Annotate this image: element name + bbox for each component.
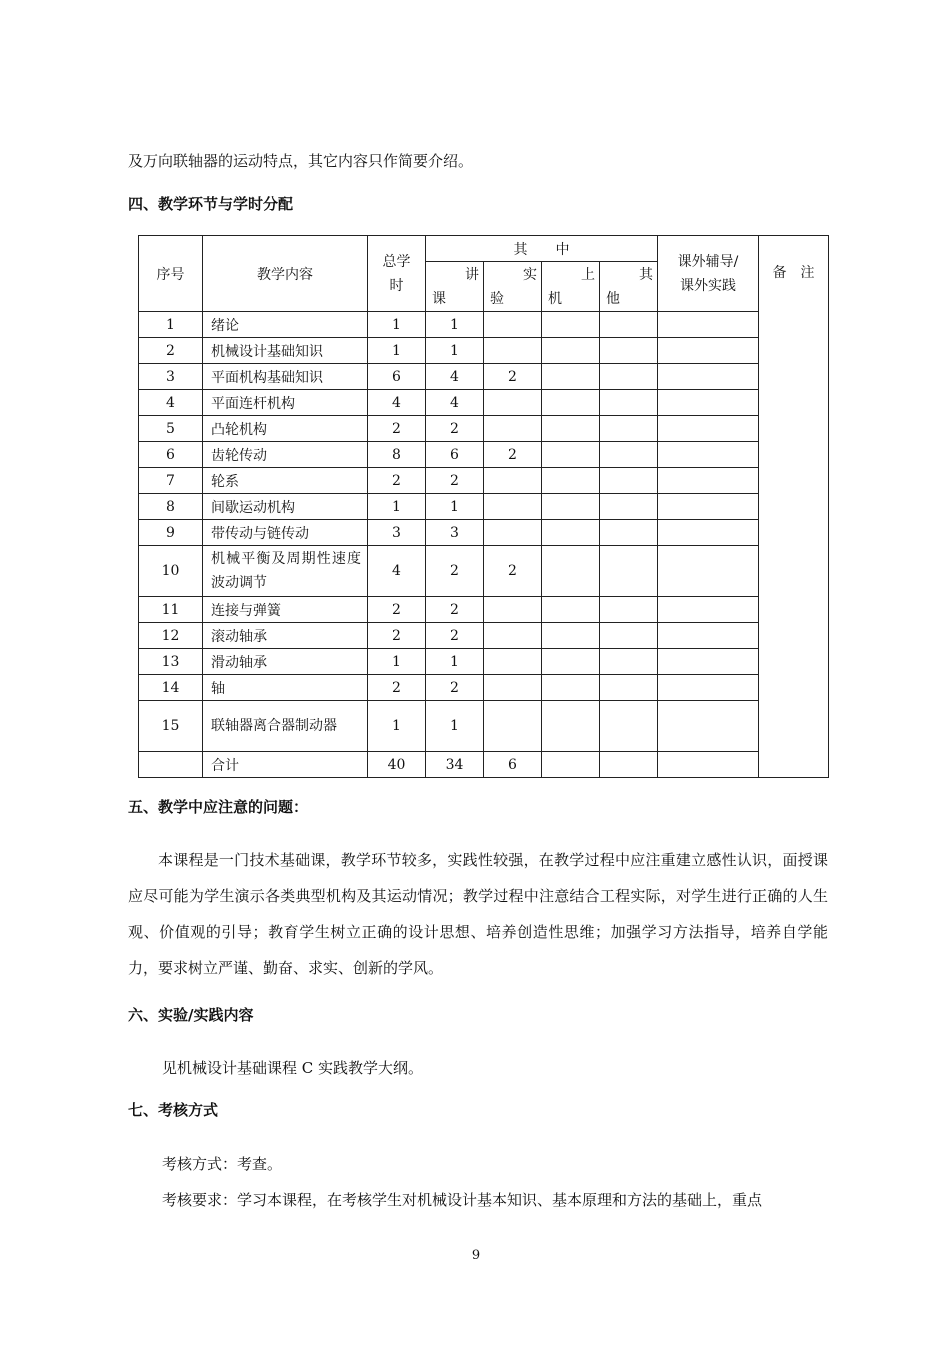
cell-other xyxy=(600,623,658,649)
schedule-table xyxy=(138,235,829,778)
header-total-l1: 总学 xyxy=(382,253,411,270)
table-header-row xyxy=(139,236,829,262)
cell-tutoring xyxy=(658,597,759,623)
header-total xyxy=(368,236,426,312)
cell-other xyxy=(600,468,658,494)
cell-lab: 2 xyxy=(484,546,542,597)
cell-lab xyxy=(484,390,542,416)
cell-computer xyxy=(542,701,600,752)
cell-computer xyxy=(542,597,600,623)
cell-lab: 2 xyxy=(484,364,542,390)
cell-total-label: 合计 xyxy=(203,752,368,778)
cell-content: 机械设计基础知识 xyxy=(203,338,368,364)
cell-tutoring xyxy=(658,701,759,752)
cell-lecture: 6 xyxy=(426,442,484,468)
cell-lab xyxy=(484,597,542,623)
header-total-l2: 时 xyxy=(389,277,404,294)
cell-no: 10 xyxy=(139,546,203,597)
cell-computer xyxy=(542,520,600,546)
cell-lab xyxy=(484,494,542,520)
cell-computer xyxy=(542,752,600,778)
cell-lab xyxy=(484,649,542,675)
cell-content: 绪论 xyxy=(203,312,368,338)
header-other-l1: 其 xyxy=(639,266,653,283)
cell-total: 4 xyxy=(368,546,426,597)
table-row xyxy=(139,468,829,494)
header-tutoring xyxy=(658,236,759,312)
cell-no: 6 xyxy=(139,442,203,468)
table-row xyxy=(139,546,829,597)
cell-total: 2 xyxy=(368,597,426,623)
table-row xyxy=(139,416,829,442)
cell-content: 间歇运动机构 xyxy=(203,494,368,520)
cell-content: 轮系 xyxy=(203,468,368,494)
table-total-row xyxy=(139,752,829,778)
cell-lecture: 1 xyxy=(426,494,484,520)
cell-lecture: 4 xyxy=(426,364,484,390)
cell-tutoring xyxy=(658,416,759,442)
cell-lab xyxy=(484,338,542,364)
cell-other xyxy=(600,649,658,675)
header-other-l2: 他 xyxy=(606,290,620,307)
header-tutoring-l1: 课外辅导/ xyxy=(677,253,739,270)
cell-tutoring xyxy=(658,468,759,494)
cell-no: 3 xyxy=(139,364,203,390)
section-heading-5: 五、教学中应注意的问题： xyxy=(128,798,309,816)
cell-tutoring xyxy=(658,312,759,338)
cell-content: 平面连杆机构 xyxy=(203,390,368,416)
cell-lab xyxy=(484,623,542,649)
cell-no: 13 xyxy=(139,649,203,675)
table-row xyxy=(139,312,829,338)
cell-total: 2 xyxy=(368,468,426,494)
cell-lab xyxy=(484,675,542,701)
header-lab-l2: 验 xyxy=(490,290,504,307)
cell-total: 1 xyxy=(368,338,426,364)
cell-other xyxy=(600,442,658,468)
table-row xyxy=(139,597,829,623)
cell-no: 2 xyxy=(139,338,203,364)
header-content: 教学内容 xyxy=(203,236,368,312)
header-remarks: 备 注 xyxy=(759,236,829,778)
cell-lecture: 2 xyxy=(426,468,484,494)
cell-computer xyxy=(542,442,600,468)
cell-total: 3 xyxy=(368,520,426,546)
cell-lecture: 1 xyxy=(426,338,484,364)
cell-computer xyxy=(542,312,600,338)
cell-total: 2 xyxy=(368,416,426,442)
cell-lecture: 3 xyxy=(426,520,484,546)
cell-no: 12 xyxy=(139,623,203,649)
cell-other xyxy=(600,752,658,778)
header-among: 其 中 xyxy=(426,236,658,262)
cell-tutoring xyxy=(658,390,759,416)
cell-other xyxy=(600,520,658,546)
cell-no: 11 xyxy=(139,597,203,623)
cell-computer xyxy=(542,494,600,520)
section6-paragraph: 见机械设计基础课程 C 实践教学大纲。 xyxy=(162,1059,424,1077)
cell-lab xyxy=(484,701,542,752)
assessment-method: 考核方式：考查。 xyxy=(162,1155,283,1173)
cell-lecture: 2 xyxy=(426,597,484,623)
cell-tutoring xyxy=(658,649,759,675)
cell-total: 1 xyxy=(368,701,426,752)
cell-total: 8 xyxy=(368,442,426,468)
cell-content: 连接与弹簧 xyxy=(203,597,368,623)
section5-paragraph: 本课程是一门技术基础课，教学环节较多，实践性较强，在教学过程中应注重建立感性认识，面授课应尽可能为学生演示各类典型机构及其运动情况；教学过程中注意结合工程实际，对学生进行正确的人生观、价值观的引导；教育学生树立正确的设计思想、培养创造性思维；加强学习方法指导，培养自学能力，要求树立严谨、勤奋、求实、创新的学风。 xyxy=(128,851,828,977)
cell-lecture: 1 xyxy=(426,701,484,752)
cell-total: 1 xyxy=(368,494,426,520)
section-heading-7: 七、考核方式 xyxy=(128,1101,219,1119)
cell-other xyxy=(600,312,658,338)
section-heading-4: 四、教学环节与学时分配 xyxy=(128,195,294,213)
header-tutoring-l2: 课外实践 xyxy=(680,277,736,294)
cell-no: 9 xyxy=(139,520,203,546)
table-row xyxy=(139,675,829,701)
cell-lecture: 2 xyxy=(426,675,484,701)
cell-total: 1 xyxy=(368,649,426,675)
cell-content: 带传动与链传动 xyxy=(203,520,368,546)
cell-total: 4 xyxy=(368,390,426,416)
cell-computer xyxy=(542,468,600,494)
cell-no: 5 xyxy=(139,416,203,442)
cell-no: 14 xyxy=(139,675,203,701)
cell-tutoring xyxy=(658,494,759,520)
cell-other xyxy=(600,338,658,364)
table-row xyxy=(139,494,829,520)
cell-other xyxy=(600,701,658,752)
cell-content: 平面机构基础知识 xyxy=(203,364,368,390)
intro-line: 及万向联轴器的运动特点，其它内容只作简要介绍。 xyxy=(128,152,474,170)
table-row xyxy=(139,623,829,649)
page-number: 9 xyxy=(471,1248,481,1263)
cell-lecture: 2 xyxy=(426,623,484,649)
cell-computer xyxy=(542,390,600,416)
table-row xyxy=(139,442,829,468)
cell-content: 轴 xyxy=(203,675,368,701)
cell-lab xyxy=(484,468,542,494)
cell-other xyxy=(600,416,658,442)
cell-tutoring xyxy=(658,520,759,546)
cell-total: 1 xyxy=(368,312,426,338)
cell-no: 8 xyxy=(139,494,203,520)
cell-no: 4 xyxy=(139,390,203,416)
header-computer-l1: 上 xyxy=(581,266,595,283)
cell-content: 齿轮传动 xyxy=(203,442,368,468)
cell-tutoring xyxy=(658,623,759,649)
table-row xyxy=(139,390,829,416)
cell-tutoring xyxy=(658,364,759,390)
header-lab-l1: 实 xyxy=(523,266,537,283)
cell-other xyxy=(600,675,658,701)
cell-no: 7 xyxy=(139,468,203,494)
cell-computer xyxy=(542,364,600,390)
header-seq: 序号 xyxy=(139,236,203,312)
assessment-requirement: 考核要求：学习本课程，在考核学生对机械设计基本知识、基本原理和方法的基础上，重点 xyxy=(162,1191,763,1209)
cell-tutoring xyxy=(658,338,759,364)
header-lecture xyxy=(426,262,484,312)
cell-computer xyxy=(542,338,600,364)
cell-total: 40 xyxy=(368,752,426,778)
table-row xyxy=(139,649,829,675)
cell-lab xyxy=(484,520,542,546)
cell-tutoring xyxy=(658,675,759,701)
cell-content: 机械平衡及周期性速度波动调节 xyxy=(203,546,368,597)
cell-lab xyxy=(484,312,542,338)
cell-total: 2 xyxy=(368,623,426,649)
cell-computer xyxy=(542,416,600,442)
cell-tutoring xyxy=(658,442,759,468)
cell-content: 滚动轴承 xyxy=(203,623,368,649)
cell-lab: 2 xyxy=(484,442,542,468)
table-row xyxy=(139,338,829,364)
cell-tutoring xyxy=(658,546,759,597)
table-row xyxy=(139,364,829,390)
cell-lecture: 1 xyxy=(426,649,484,675)
header-lab xyxy=(484,262,542,312)
section-heading-6: 六、实验/实践内容 xyxy=(128,1006,254,1024)
cell-computer xyxy=(542,675,600,701)
table-row xyxy=(139,701,829,752)
cell-no xyxy=(139,752,203,778)
header-computer-l2: 机 xyxy=(548,290,562,307)
cell-no: 15 xyxy=(139,701,203,752)
table-row xyxy=(139,520,829,546)
cell-other xyxy=(600,390,658,416)
header-lecture-l2: 课 xyxy=(432,290,446,307)
cell-content: 联轴器离合器制动器 xyxy=(203,701,368,752)
cell-tutoring xyxy=(658,752,759,778)
cell-lecture: 2 xyxy=(426,546,484,597)
cell-lecture: 2 xyxy=(426,416,484,442)
header-other xyxy=(600,262,658,312)
cell-computer xyxy=(542,546,600,597)
cell-lecture: 34 xyxy=(426,752,484,778)
cell-other xyxy=(600,546,658,597)
cell-lab xyxy=(484,416,542,442)
cell-computer xyxy=(542,623,600,649)
cell-no: 1 xyxy=(139,312,203,338)
cell-total: 6 xyxy=(368,364,426,390)
header-lecture-l1: 讲 xyxy=(465,266,479,283)
cell-total: 2 xyxy=(368,675,426,701)
cell-lecture: 4 xyxy=(426,390,484,416)
cell-computer xyxy=(542,649,600,675)
cell-lab: 6 xyxy=(484,752,542,778)
cell-other xyxy=(600,597,658,623)
header-computer xyxy=(542,262,600,312)
cell-other xyxy=(600,494,658,520)
cell-content: 凸轮机构 xyxy=(203,416,368,442)
cell-other xyxy=(600,364,658,390)
cell-lecture: 1 xyxy=(426,312,484,338)
cell-content: 滑动轴承 xyxy=(203,649,368,675)
